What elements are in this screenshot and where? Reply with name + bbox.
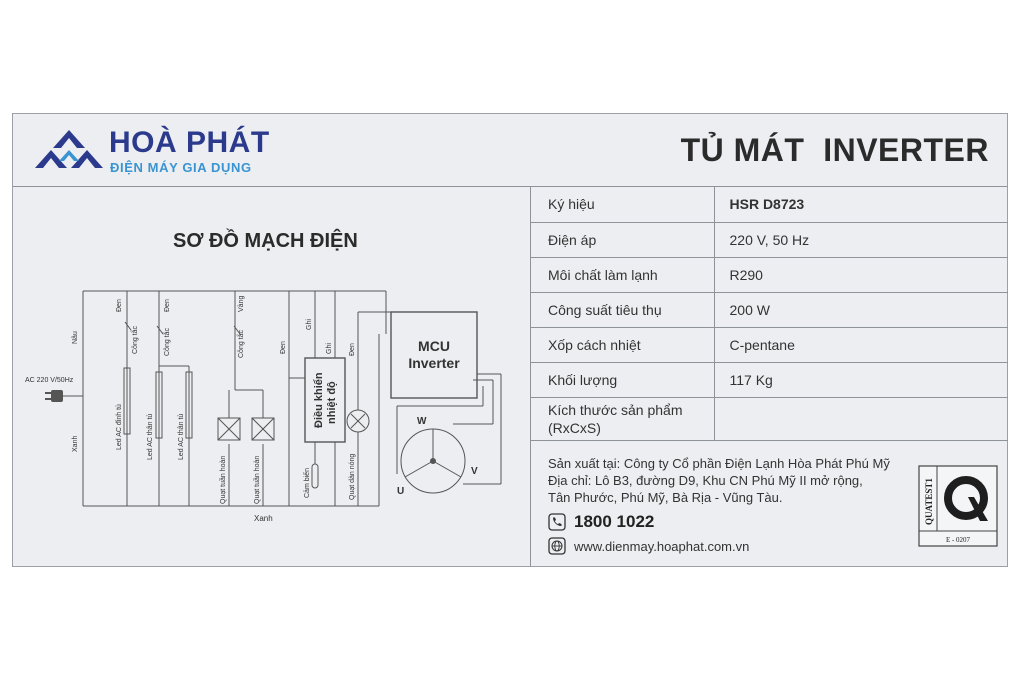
wire-black-2-label: Đen bbox=[164, 299, 171, 312]
spec-value: 117 Kg bbox=[714, 362, 1008, 397]
fan-2-label: Quạt tuần hoàn bbox=[254, 455, 261, 504]
quatest-certification-icon bbox=[918, 465, 998, 547]
spec-label: Môi chất làm lạnh bbox=[531, 257, 714, 292]
spec-value: C-pentane bbox=[714, 327, 1008, 362]
phase-u-label: U bbox=[397, 486, 405, 497]
wire-grey-2-label: Ghi bbox=[326, 343, 333, 354]
wire-black-4-label: Đen bbox=[349, 343, 356, 356]
spec-value: R290 bbox=[714, 257, 1008, 292]
spec-label: Xốp cách nhiệt bbox=[531, 327, 714, 362]
spec-label: Điện áp bbox=[531, 222, 714, 257]
hoa-phat-logo-icon bbox=[33, 128, 105, 172]
spec-row bbox=[531, 327, 1008, 362]
globe-icon bbox=[548, 537, 566, 555]
manufacturer-line1: Sản xuất tại: Công ty Cổ phần Điện Lạnh Hòa Phát Phú Mỹ bbox=[548, 456, 890, 471]
product-label bbox=[12, 113, 1008, 567]
led-body-1-label: Led AC thân tủ bbox=[147, 413, 154, 460]
spec-label-line2: (RxCxS) bbox=[548, 419, 601, 436]
manufacturer-info bbox=[548, 455, 918, 506]
manufacturer-line2: Địa chỉ: Lô B3, đường D9, Khu CN Phú Mỹ II mở rộng, bbox=[548, 473, 863, 488]
spec-row bbox=[531, 222, 1008, 257]
manufacturer-line3: Tân Phước, Phú Mỹ, Bà Rịa - Vũng Tàu. bbox=[548, 490, 783, 505]
phase-v-label: V bbox=[471, 466, 478, 477]
brand-name: HOÀ PHÁT bbox=[109, 126, 270, 159]
spec-table bbox=[531, 187, 1008, 441]
spec-value: HSR D8723 bbox=[714, 187, 1008, 222]
wire-grey-1-label: Ghi bbox=[306, 319, 313, 330]
wire-blue-left-label: Xanh bbox=[72, 435, 79, 452]
power-source-label: AC 220 V/50Hz bbox=[25, 377, 74, 384]
spec-row bbox=[531, 187, 1008, 222]
spec-label: Ký hiệu bbox=[531, 187, 714, 222]
wire-black-1-label: Đen bbox=[116, 299, 123, 312]
diagram-title: SƠ ĐỒ MẠCH ĐIỆN bbox=[173, 230, 358, 252]
wire-yellow-label: Vàng bbox=[238, 295, 245, 312]
circuit-diagram bbox=[13, 274, 530, 568]
quatest-brand: QUATEST1 bbox=[924, 478, 934, 525]
spec-label: Công suất tiêu thụ bbox=[531, 292, 714, 327]
phone-icon bbox=[548, 513, 566, 531]
switch-3-label: Công tắc bbox=[238, 329, 245, 358]
led-top-label: Led AC đỉnh tủ bbox=[116, 404, 123, 450]
wire-brown-label: Nâu bbox=[72, 331, 79, 344]
heater-fan-label: Quạt dàn nóng bbox=[349, 453, 356, 500]
spec-row bbox=[531, 362, 1008, 397]
switch-2-label: Công tắc bbox=[164, 327, 171, 356]
spec-row bbox=[531, 397, 1008, 440]
spec-value bbox=[714, 397, 1008, 440]
fan-1-label: Quạt tuần hoàn bbox=[220, 455, 227, 504]
quatest-code: E - 0207 bbox=[945, 536, 971, 544]
sensor-label: Cảm biến bbox=[304, 468, 311, 498]
wire-blue-bottom-label: Xanh bbox=[254, 514, 273, 523]
switch-1-label: Công tắc bbox=[132, 325, 139, 354]
phase-w-label: W bbox=[417, 416, 427, 427]
spec-value: 220 V, 50 Hz bbox=[714, 222, 1008, 257]
website-link[interactable]: www.dienmay.hoaphat.com.vn bbox=[574, 538, 750, 554]
spec-row bbox=[531, 257, 1008, 292]
thermostat-label-1: Điều khiển bbox=[313, 372, 325, 428]
spec-value: 200 W bbox=[714, 292, 1008, 327]
brand-tagline: ĐIỆN MÁY GIA DỤNG bbox=[110, 160, 252, 175]
spec-row bbox=[531, 292, 1008, 327]
wire-black-3-label: Đen bbox=[280, 341, 287, 354]
mcu-label-1: MCU bbox=[418, 338, 450, 354]
hotline bbox=[548, 512, 654, 532]
thermostat-label-2: nhiệt độ bbox=[326, 381, 338, 424]
mcu-label-2: Inverter bbox=[408, 355, 460, 371]
website bbox=[548, 537, 749, 555]
hotline-number[interactable]: 1800 1022 bbox=[574, 512, 655, 531]
spec-label-line1: Kích thước sản phẩm bbox=[548, 401, 683, 418]
led-body-2-label: Led AC thân tủ bbox=[178, 413, 185, 460]
spec-label bbox=[531, 397, 714, 440]
spec-label: Khối lượng bbox=[531, 362, 714, 397]
product-title: TỦ MÁT INVERTER bbox=[680, 132, 989, 168]
